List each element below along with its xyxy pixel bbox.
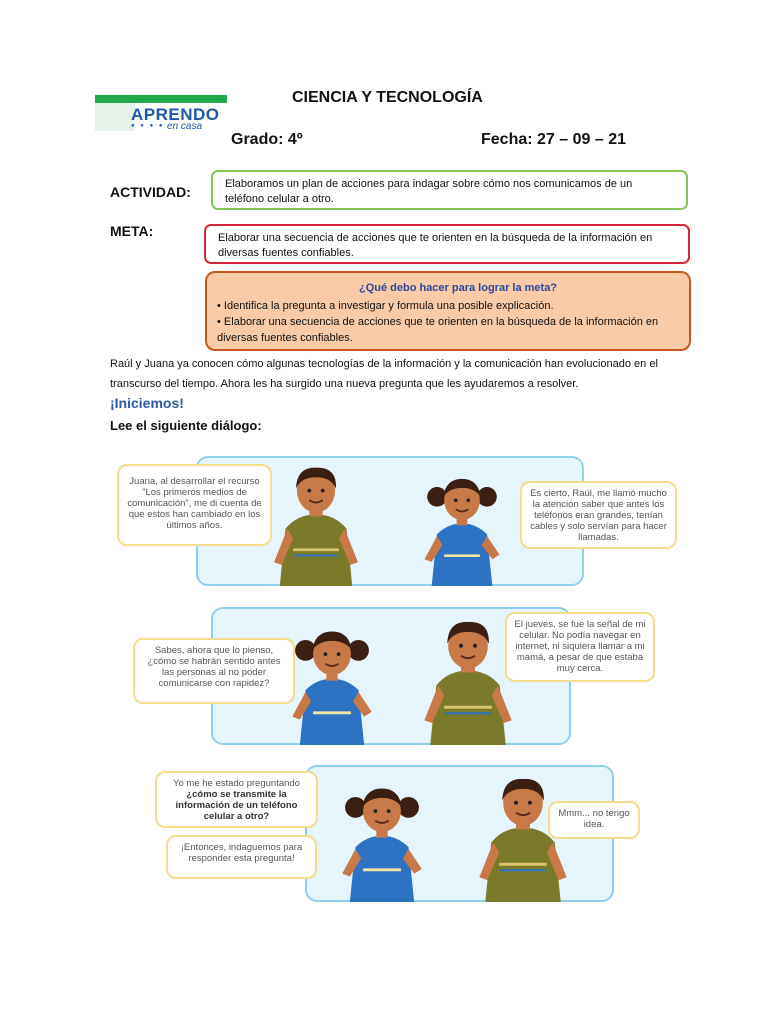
speech-bubble-juana-3b: ¡Entonces, indaguemos para responder esta pregunta! <box>166 835 317 879</box>
intro-paragraph: Raúl y Juana ya conocen cómo algunas tecnologías de la información y la comunicación han evolucionado en el transcurso del tiempo. Ahora les ha surgido una nueva pregunta que les ayudaremos a resolver. <box>110 358 658 390</box>
girl-illustration <box>410 470 514 586</box>
speech-bubble-juana-1: Es cierto, Raúl, me llamó mucho la atención saber que antes los teléfonos eran grandes, tenían cables y solo servían para hacer llamadas. <box>520 481 677 549</box>
boy-illustration <box>262 462 370 586</box>
logo-subtext: en casa <box>167 121 203 132</box>
speech-bubble-juana-2: Sabes, ahora que lo pienso, ¿cómo se habrán sentido antes las personas al no poder comunicarse con rapidez? <box>133 638 295 704</box>
speech-bubble-raul-3: Mmm... no tengo idea. <box>548 801 640 839</box>
date-label: Fecha: 27 – 09 – 21 <box>481 131 626 148</box>
how-to-box <box>205 271 691 351</box>
how-to-item-1: • Identifica la pregunta a investigar y formula una posible explicación. <box>217 300 554 312</box>
activity-box: Elaboramos un plan de acciones para indagar sobre cómo nos comunicamos de un teléfono celular a otro. <box>211 170 688 210</box>
how-to-title: ¿Qué debo hacer para lograr la meta? <box>358 282 558 294</box>
section-heading: ¡Iniciemos! <box>110 395 184 411</box>
goal-box: Elaborar una secuencia de acciones que te orienten en la búsqueda de la información en diversas fuentes confiables. <box>204 224 690 264</box>
aprendo-en-casa-logo: APRENDO ● ● ● ● en casa <box>95 95 227 131</box>
grade-label: Grado: 4º <box>231 131 303 148</box>
how-to-item-2: • Elaborar una secuencia de acciones que te orienten en la búsqueda de la información en diversas fuentes confiables. <box>217 316 659 344</box>
activity-label: ACTIVIDAD: <box>110 184 191 200</box>
instruction-text: Lee el siguiente diálogo: <box>110 418 262 433</box>
logo-text: APRENDO <box>131 105 220 124</box>
speech-bubble-juana-3a: Yo me he estado preguntando ¿cómo se transmite la información de un teléfono celular a otro? <box>155 771 318 828</box>
speech-bubble-raul-1: Juana, al desarrollar el recurso "Los primeros medios de comunicación", me di cuenta de que estos han cambiado en los últimos años. <box>117 464 272 546</box>
girl-illustration <box>330 779 434 902</box>
girl-illustration <box>280 622 384 745</box>
page-title: CIENCIA Y TECNOLOGÍA <box>292 89 483 106</box>
speech-bubble-raul-2: El jueves, se fue la señal de mi celular. No podía navegar en internet, ni siquiera llamar a mi mamá, a pesar de que estaba muy cerca. <box>505 612 655 682</box>
goal-label: META: <box>110 223 154 239</box>
